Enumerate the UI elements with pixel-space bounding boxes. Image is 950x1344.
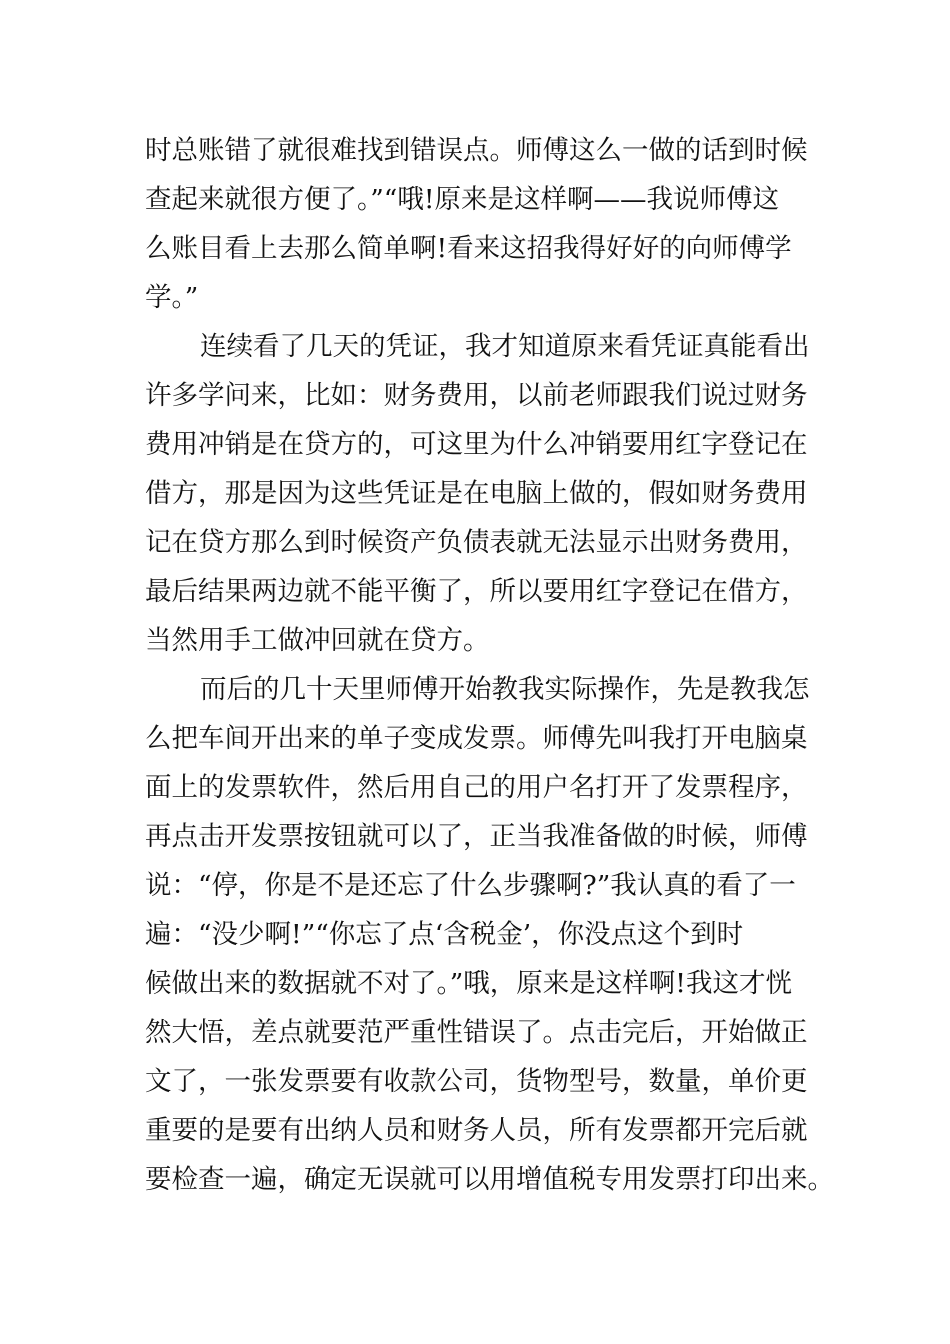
text-line: 然大悟，差点就要范严重性错误了。点击完后，开始做正 [145,1017,808,1048]
text-line: 学。” [145,282,199,313]
text-line: 记在贷方那么到时候资产负债表就无法显示出财务费用， [145,527,808,558]
text-line: 文了，一张发票要有收款公司，货物型号，数量，单价更 [145,1066,808,1097]
text-line: 许多学问来，比如：财务费用，以前老师跟我们说过财务 [145,380,808,411]
text-line: 最后结果两边就不能平衡了，所以要用红字登记在借方， [145,576,808,607]
text-line: 查起来就很方便了。”“哦!原来是这样啊——我说师傅这 [145,184,779,215]
text-line: 要检查一遍，确定无误就可以用增值税专用发票打印出来。 [145,1164,834,1195]
text-line: 面上的发票软件，然后用自己的用户名打开了发票程序， [145,772,808,803]
text-line: 时总账错了就很难找到错误点。师傅这么一做的话到时候 [145,135,808,166]
text-line: 重要的是要有出纳人员和财务人员，所有发票都开完后就 [145,1115,808,1146]
text-line: 候做出来的数据就不对了。”哦，原来是这样啊!我这才恍 [145,968,792,999]
body-text [145,126,834,1204]
text-line: 当然用手工做冲回就在贷方。 [145,625,490,656]
text-line: 么账目看上去那么简单啊!看来这招我得好好的向师傅学 [145,233,792,264]
text-line: 再点击开发票按钮就可以了，正当我准备做的时候，师傅 [145,821,808,852]
text-line: 说：“停，你是不是还忘了什么步骤啊?”我认真的看了一 [145,870,796,901]
text-line: 借方，那是因为这些凭证是在电脑上做的，假如财务费用 [145,478,808,509]
text-line: 而后的几十天里师傅开始教我实际操作，先是教我怎 [200,674,810,705]
text-line: 么把车间开出来的单子变成发票。师傅先叫我打开电脑桌 [145,723,808,754]
text-line: 遍：“没少啊!”“你忘了点‘含税金’，你没点这个到时 [145,919,744,950]
text-line: 费用冲销是在贷方的，可这里为什么冲销要用红字登记在 [145,429,808,460]
text-line: 连续看了几天的凭证，我才知道原来看凭证真能看出 [200,331,810,362]
